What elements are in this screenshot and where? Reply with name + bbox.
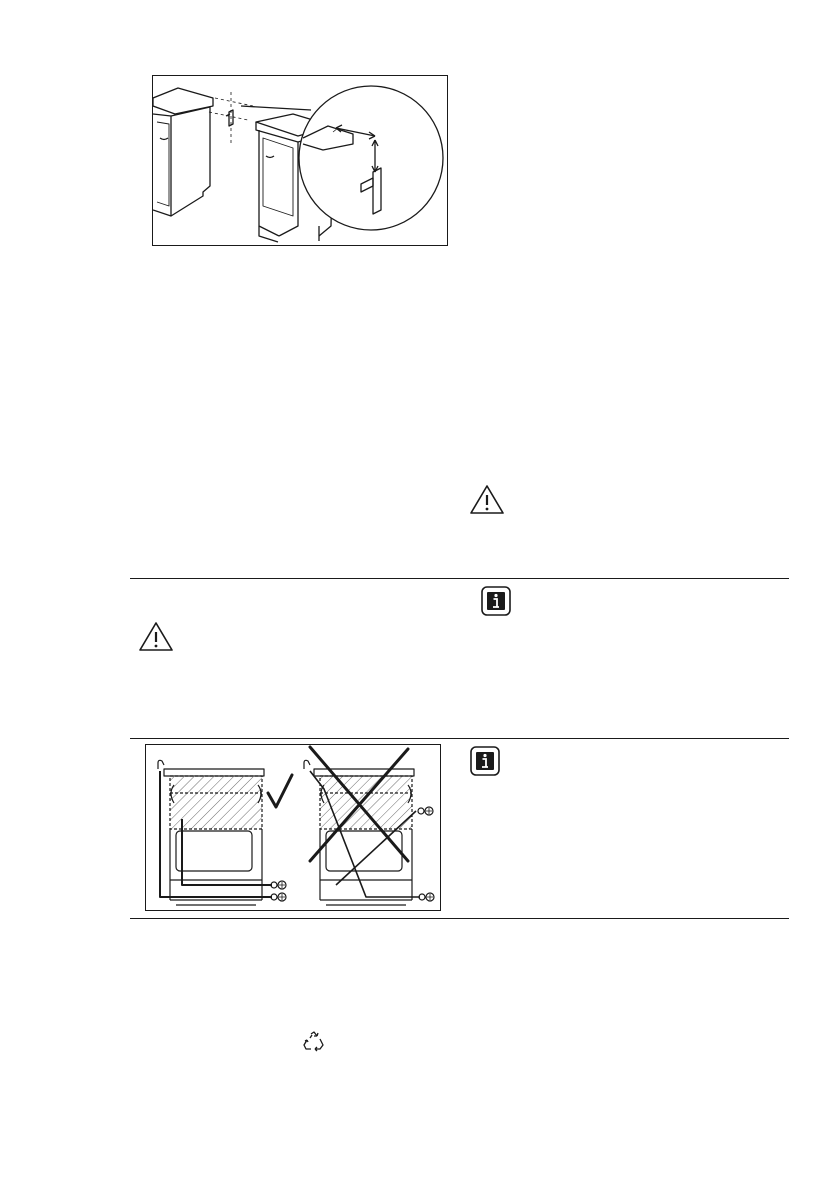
section-divider <box>130 578 789 579</box>
anti-tilt-bracket-figure <box>152 75 448 246</box>
section-divider <box>130 738 789 739</box>
correct-routing-cooker <box>158 760 286 905</box>
warning-icon <box>469 484 505 516</box>
cable-routing-figure <box>145 744 441 911</box>
incorrect-routing-cooker <box>304 760 434 905</box>
check-mark-icon <box>268 775 292 807</box>
recycle-icon <box>302 1030 326 1054</box>
section-divider <box>130 918 789 919</box>
info-icon <box>469 745 501 777</box>
info-icon <box>480 585 512 617</box>
warning-icon <box>138 621 174 653</box>
